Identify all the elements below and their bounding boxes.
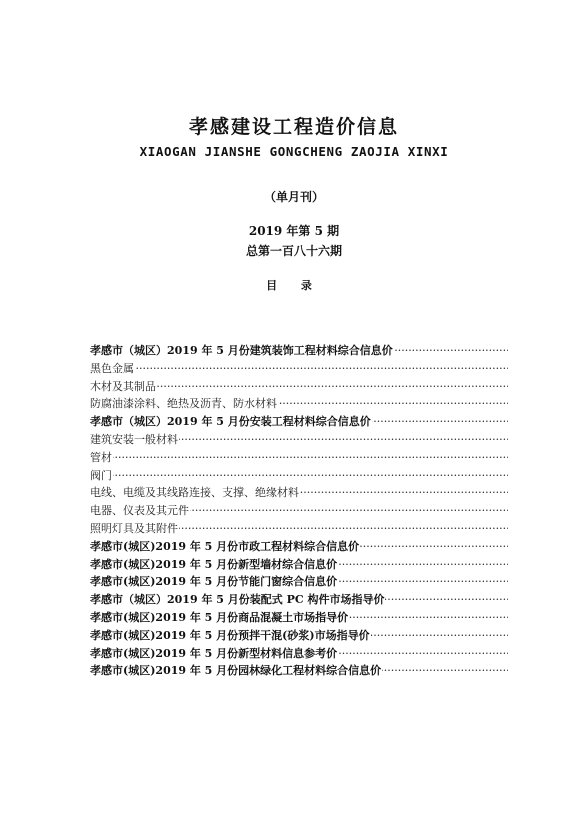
toc-entry[interactable]	[90, 413, 508, 431]
toc-entry[interactable]	[90, 627, 508, 645]
toc-entry[interactable]	[90, 609, 508, 627]
toc-heading: 目 录	[266, 279, 322, 292]
issue-total-number: 总第一百八十六期	[245, 244, 342, 258]
toc-entry-label: 孝感市(城区)2019 年 5 月份节能门窗综合信息价	[90, 575, 338, 589]
toc-entry-label: 管材	[90, 450, 112, 464]
toc-entry[interactable]	[90, 342, 508, 360]
toc-entry-label: 电线、电缆及其线路连接、支撑、绝缘材料	[90, 486, 299, 500]
toc-entry-label: 孝感市(城区)2019 年 5 月份预拌干混(砂浆)市场指导价	[90, 628, 370, 642]
toc-entry[interactable]	[90, 431, 508, 449]
toc-entry[interactable]	[90, 556, 508, 574]
toc-entry[interactable]	[90, 645, 508, 663]
publication-frequency: （单月刊）	[263, 190, 324, 204]
toc-entry[interactable]	[90, 395, 508, 413]
toc-entry[interactable]	[90, 520, 508, 538]
issue-number: 2019 年第 5 期	[248, 224, 340, 238]
toc-entry-label: 孝感市（城区）2019 年 5 月份装配式 PC 构件市场指导价	[90, 593, 385, 607]
toc-entry[interactable]	[90, 573, 508, 591]
toc-entry[interactable]	[90, 449, 508, 467]
toc-entry-label: 防腐油漆涂料、绝热及沥青、防水材料	[90, 397, 277, 411]
toc-entry-label: 孝感市(城区)2019 年 5 月份新型材料信息参考价	[90, 646, 338, 660]
toc-entry-label: 孝感市(城区)2019 年 5 月份市政工程材料综合信息价	[90, 539, 360, 553]
toc-entry-label: 孝感市(城区)2019 年 5 月份园林绿化工程材料综合信息价	[90, 664, 382, 678]
toc-entry[interactable]	[90, 502, 508, 520]
document-title-pinyin: XIAOGAN JIANSHE GONGCHENG ZAOJIA XINXI	[139, 144, 449, 159]
toc-entry-label: 建筑安装一般材料	[90, 432, 178, 446]
toc-entry-label: 电器、仪表及其元件	[90, 504, 189, 518]
toc-entry[interactable]	[90, 591, 508, 609]
toc-entry[interactable]	[90, 538, 508, 556]
toc-entry-label: 黑色金属	[90, 361, 134, 375]
toc-entry-label: 孝感市(城区)2019 年 5 月份商品混凝土市场指导价	[90, 610, 349, 624]
toc-entry[interactable]	[90, 378, 508, 396]
document-title: 孝感建设工程造价信息	[188, 116, 399, 138]
toc-entry-label: 孝感市(城区)2019 年 5 月份新型墙材综合信息价	[90, 557, 338, 571]
toc-entry[interactable]	[90, 484, 508, 502]
toc-entry-label: 照明灯具及其附件	[90, 521, 178, 535]
toc-entry[interactable]	[90, 467, 508, 485]
table-of-contents	[90, 342, 508, 680]
toc-entry-label: 孝感市（城区）2019 年 5 月份安装工程材料综合信息价	[90, 415, 371, 429]
toc-entry[interactable]	[90, 360, 508, 378]
toc-entry-label: 木材及其制品	[90, 379, 156, 393]
toc-entry-label: 孝感市（城区）2019 年 5 月份建筑装饰工程材料综合信息价	[90, 344, 393, 357]
toc-entry[interactable]	[90, 662, 508, 680]
toc-entry-label: 阀门	[90, 468, 112, 482]
